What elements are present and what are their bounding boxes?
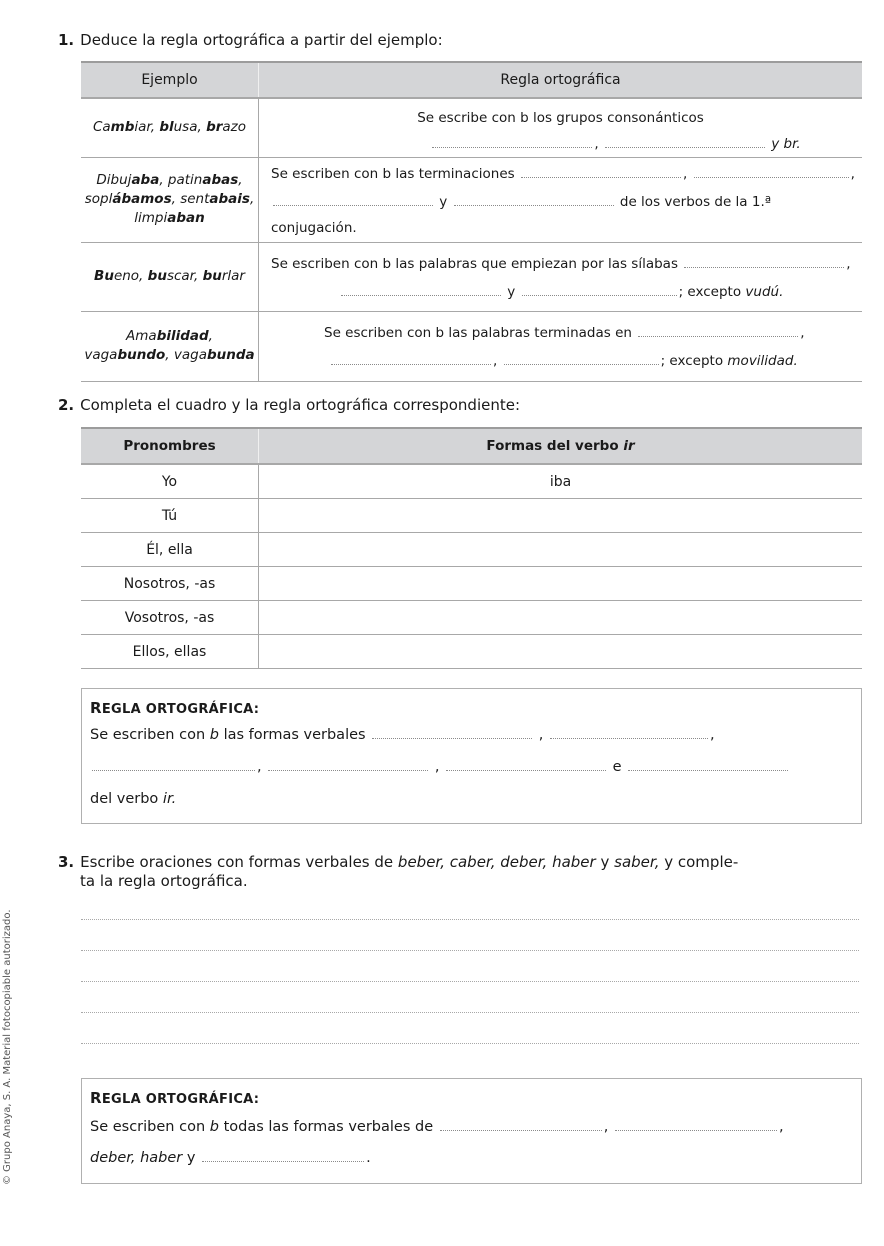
- example-highlight: abais: [209, 191, 250, 207]
- rule-text: Se escribe con b los grupos consonánticos: [417, 109, 704, 126]
- example-cell: [82, 327, 257, 365]
- answer-blank[interactable]: [522, 294, 677, 296]
- example-highlight: br: [206, 119, 223, 136]
- letter-b: b: [209, 1119, 219, 1135]
- rule-end: ; excepto: [660, 353, 724, 369]
- separator: ,: [800, 325, 805, 341]
- separator: ,: [846, 255, 851, 272]
- separator: ,: [850, 165, 855, 182]
- answer-blank[interactable]: [202, 1160, 364, 1162]
- rule-text: Se escriben con b las palabras que empiezan por las sílabas: [271, 255, 678, 272]
- answer-blank[interactable]: [684, 266, 844, 268]
- rules-table: [81, 61, 862, 382]
- separator: ,: [538, 727, 544, 743]
- question-text: y: [595, 853, 615, 871]
- heading-cap: R: [90, 699, 102, 717]
- header-ejemplo: Ejemplo: [81, 62, 259, 98]
- rule-line-3: [90, 791, 176, 807]
- answer-blank[interactable]: [615, 1129, 777, 1131]
- separator: ,: [778, 1119, 784, 1135]
- question-number: 1.: [58, 31, 75, 49]
- rule-box-ir: [81, 688, 862, 824]
- answer-blank[interactable]: [454, 204, 614, 206]
- example-text: ,: [238, 172, 243, 188]
- example-text: Dibuj: [96, 172, 132, 188]
- example-cell: [82, 171, 257, 228]
- question-number: 2.: [58, 396, 75, 414]
- rule-line-2: [90, 1150, 371, 1166]
- rule-end: ; excepto: [678, 283, 742, 300]
- question-1-title: [58, 31, 443, 49]
- verb-form-cell[interactable]: [259, 567, 863, 601]
- exception-word: movilidad.: [727, 353, 798, 369]
- answer-blank[interactable]: [331, 363, 491, 365]
- question-2-title: [58, 396, 520, 414]
- rule-text: del verbo: [90, 791, 159, 807]
- example-text: Ama: [126, 328, 157, 344]
- example-text: sopl: [84, 191, 113, 207]
- answer-blank[interactable]: [550, 737, 708, 739]
- answer-blank[interactable]: [605, 146, 765, 148]
- pronoun-cell: Vosotros, -as: [81, 601, 259, 635]
- table-row: [81, 242, 862, 311]
- conjunction: y: [186, 1150, 196, 1166]
- example-cell: [82, 267, 257, 286]
- rule-cell: [259, 242, 863, 311]
- table-row: [81, 567, 862, 601]
- rule-text: Se escriben con: [90, 727, 206, 743]
- example-text: , vaga: [165, 347, 207, 363]
- answer-blank[interactable]: [268, 769, 428, 771]
- example-text: Ca: [92, 119, 111, 136]
- example-text: vaga: [84, 347, 118, 363]
- verb-list: saber,: [614, 853, 660, 871]
- example-text: azo: [222, 119, 247, 136]
- answer-blank[interactable]: [446, 769, 606, 771]
- verb-form-cell[interactable]: [259, 635, 863, 669]
- letter-b: b: [209, 727, 219, 743]
- answer-blank[interactable]: [628, 769, 788, 771]
- conjunction: e: [612, 759, 622, 775]
- example-highlight: bu: [147, 268, 167, 284]
- separator: ,: [257, 759, 262, 775]
- example-text: iar,: [134, 119, 160, 136]
- example-text: limpi: [134, 210, 168, 226]
- separator: ,: [493, 353, 498, 369]
- rule-box-heading: [90, 699, 259, 717]
- question-text: Completa el cuadro y la regla ortográfica correspondiente:: [80, 396, 521, 414]
- example-text: , patin: [159, 172, 203, 188]
- table-row: [81, 635, 862, 669]
- pronoun-cell: Tú: [81, 499, 259, 533]
- rule-box-heading: [90, 1089, 259, 1107]
- header-verb: ir: [623, 438, 635, 454]
- table-row: [81, 157, 862, 242]
- verb-list: deber, haber: [90, 1150, 183, 1166]
- example-text: eno,: [113, 268, 148, 284]
- example-highlight: abas: [202, 172, 239, 188]
- rule-cell: [259, 98, 863, 157]
- answer-blank[interactable]: [440, 1129, 602, 1131]
- header-text: Formas del verbo: [486, 438, 619, 454]
- example-highlight: ábamos: [112, 191, 172, 207]
- example-highlight: bu: [202, 268, 222, 284]
- answer-blank[interactable]: [92, 769, 255, 771]
- verb-form-cell[interactable]: iba: [259, 464, 863, 499]
- separator: ,: [682, 165, 688, 182]
- example-highlight: bl: [159, 119, 174, 136]
- verb-list: beber, caber, deber, haber: [397, 853, 596, 871]
- copyright-text: © Grupo Anaya, S. A. Material fotocopiable autorizado.: [2, 909, 13, 1185]
- question-text: ta la regla ortográfica.: [80, 872, 248, 890]
- table-row: [81, 499, 862, 533]
- pronoun-cell: Ellos, ellas: [81, 635, 259, 669]
- rule-text: Se escriben con b las palabras terminadas en: [324, 325, 632, 341]
- rule-cell: [259, 157, 863, 242]
- example-text: ,: [208, 328, 213, 344]
- example-text: ,: [249, 191, 255, 207]
- example-highlight: aba: [131, 172, 160, 188]
- question-text: Deduce la regla ortográfica a partir del ejemplo:: [80, 31, 443, 49]
- example-highlight: bilidad: [156, 328, 209, 344]
- heading-rest: EGLA ORTOGRÁFICA:: [101, 1092, 260, 1107]
- answer-line[interactable]: [81, 950, 859, 951]
- verb-form-cell[interactable]: [259, 499, 863, 533]
- example-highlight: bundo: [117, 347, 166, 363]
- rule-line-1: [90, 1119, 784, 1135]
- example-highlight: Bu: [94, 268, 114, 284]
- table-row: [81, 98, 862, 157]
- header-regla: Regla ortográfica: [259, 62, 863, 98]
- table-row: [81, 533, 862, 567]
- answer-blank[interactable]: [341, 294, 501, 296]
- answer-blank[interactable]: [273, 204, 433, 206]
- rule-box-verbs: [81, 1078, 862, 1184]
- conjunction: y: [439, 193, 448, 210]
- period: .: [366, 1150, 371, 1166]
- answer-blank[interactable]: [694, 176, 849, 178]
- rule-line-1: [90, 727, 715, 743]
- pronoun-cell: Él, ella: [81, 533, 259, 567]
- heading-rest: EGLA ORTOGRÁFICA:: [101, 702, 260, 717]
- verb-form-cell[interactable]: [259, 533, 863, 567]
- answer-line[interactable]: [81, 1012, 859, 1013]
- rule-end: y br.: [771, 135, 801, 152]
- table-header-row: [81, 428, 862, 464]
- rule-text: las formas verbales: [223, 727, 366, 743]
- exception-word: vudú.: [745, 283, 784, 300]
- question-3-title: [58, 853, 738, 891]
- example-highlight: mb: [110, 119, 135, 136]
- question-text: y comple-: [659, 853, 739, 871]
- example-text: rlar: [221, 268, 245, 284]
- pronoun-cell: Yo: [81, 464, 259, 499]
- heading-cap: R: [90, 1089, 102, 1107]
- rule-line-2: [90, 759, 790, 775]
- verb-ir-table: [81, 427, 862, 669]
- separator: ,: [603, 1119, 609, 1135]
- rule-cell: [259, 311, 863, 381]
- example-text: usa,: [173, 119, 207, 136]
- answer-blank[interactable]: [432, 146, 592, 148]
- answer-blank[interactable]: [521, 176, 681, 178]
- pronoun-cell: Nosotros, -as: [81, 567, 259, 601]
- separator: ,: [710, 727, 715, 743]
- example-highlight: bunda: [206, 347, 255, 363]
- table-row: [81, 601, 862, 635]
- header-pronombres: Pronombres: [81, 428, 259, 464]
- rule-text: Se escriben con: [90, 1119, 206, 1135]
- answer-line[interactable]: [81, 919, 859, 920]
- verb-ir: ir.: [162, 791, 177, 807]
- conjunction: y: [507, 283, 516, 300]
- example-text: scar,: [166, 268, 203, 284]
- example-highlight: aban: [167, 210, 205, 226]
- answer-blank[interactable]: [504, 363, 659, 365]
- table-row: [81, 464, 862, 499]
- answer-line[interactable]: [81, 1043, 859, 1044]
- rule-text: Se escriben con b las terminaciones: [271, 165, 515, 182]
- answer-line[interactable]: [81, 981, 859, 982]
- separator: ,: [594, 135, 599, 152]
- rule-text: todas las formas verbales de: [223, 1119, 434, 1135]
- example-text: , sent: [171, 191, 210, 207]
- header-formas: [259, 428, 863, 464]
- verb-form-cell[interactable]: [259, 601, 863, 635]
- answer-blank[interactable]: [638, 335, 798, 337]
- answer-blank[interactable]: [372, 737, 532, 739]
- question-text: Escribe oraciones con formas verbales de: [80, 853, 398, 871]
- separator: ,: [434, 759, 440, 775]
- question-number: 3.: [58, 853, 75, 871]
- table-row: [81, 311, 862, 381]
- table-header-row: [81, 62, 862, 98]
- example-cell: [82, 118, 257, 137]
- rule-end: de los verbos de la 1.ª conjugación.: [271, 193, 772, 236]
